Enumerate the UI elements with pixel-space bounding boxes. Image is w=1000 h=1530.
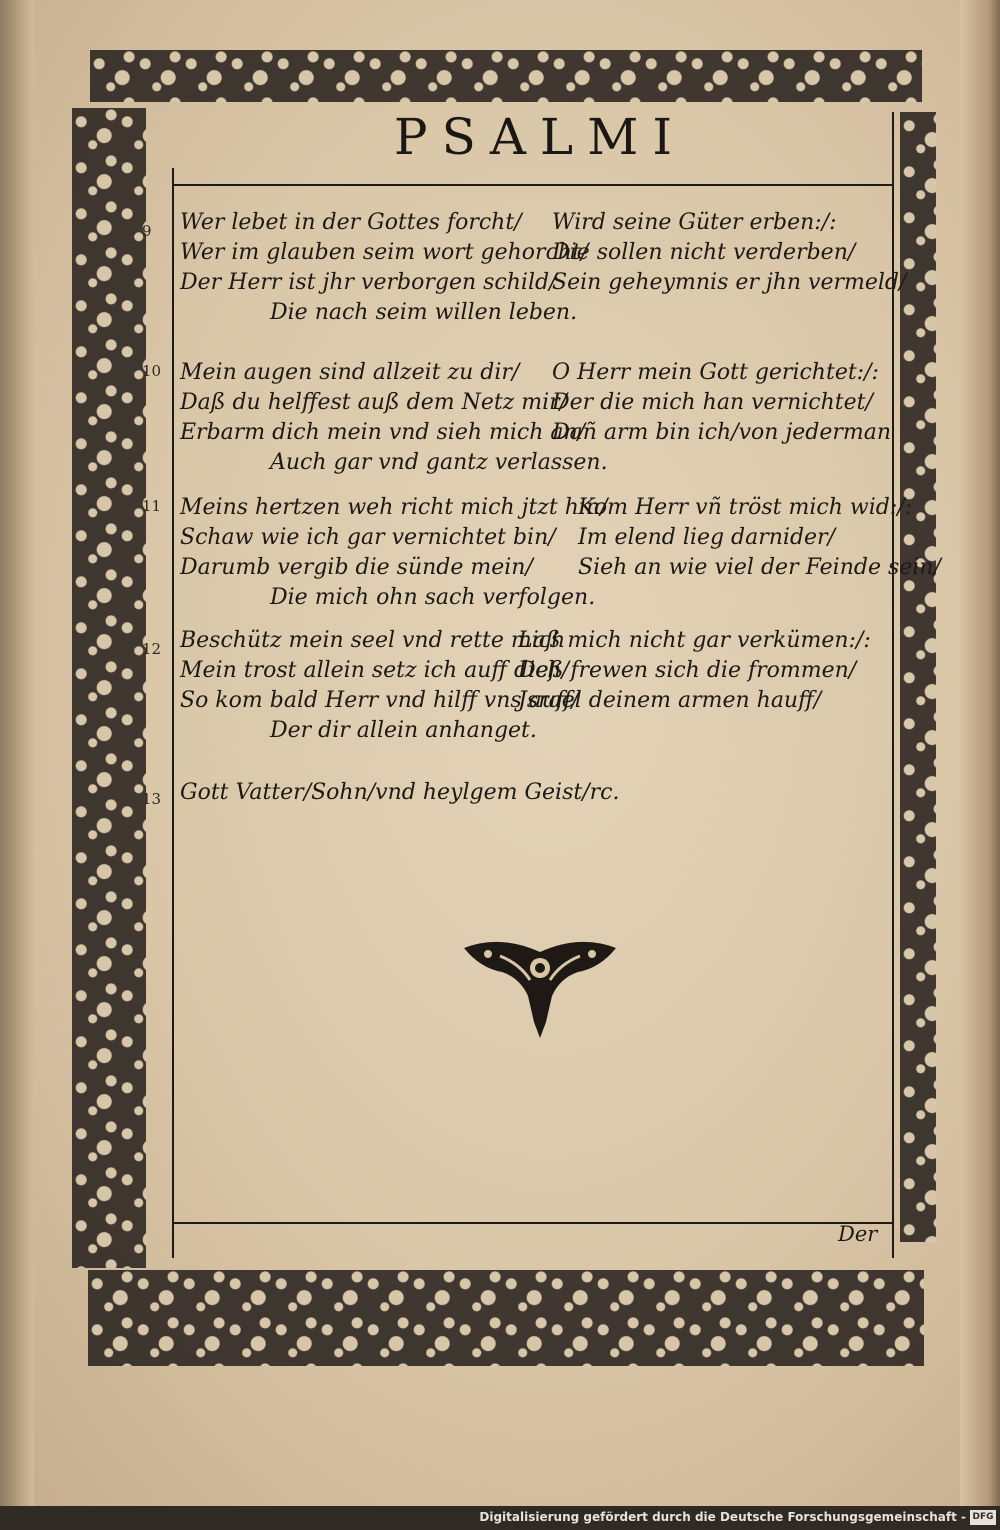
verse-number: 9 (142, 222, 152, 240)
verse-line (180, 450, 900, 480)
dfg-logo: DFG (970, 1510, 996, 1525)
printers-ornament-icon (460, 938, 620, 1038)
verse-line (180, 555, 941, 585)
verse-number: 12 (142, 640, 162, 658)
verse-text: Sieh an wie viel der Feinde sein/ (578, 555, 941, 580)
verse-block (180, 780, 900, 810)
verse-line (180, 270, 907, 300)
verse-text: Kom Herr vñ tröst mich wid:/: (578, 495, 913, 520)
verse-text: Schaw wie ich gar vernichtet bin/ (180, 525, 556, 550)
verse-text: Daß du helffest auß dem Netz mir/ (180, 390, 568, 415)
verse-text: Der die mich han vernichtet/ (552, 390, 873, 415)
frame-line-left (172, 168, 174, 1258)
verse-line (180, 780, 900, 810)
footer-bar (0, 1506, 1000, 1530)
verse-line (180, 718, 900, 748)
verse-line (180, 688, 900, 718)
frame-line-top (172, 184, 894, 186)
book-gutter (0, 0, 34, 1506)
verse-text: Die nach seim willen leben. (270, 300, 578, 325)
verse-line (180, 300, 900, 330)
verse-number: 10 (142, 362, 162, 380)
verse-text: Wer im glauben seim wort gehorcht/ (180, 240, 589, 265)
verse-text: Dañ arm bin ich/von jederman (552, 420, 892, 445)
bottom-woodcut-border (88, 1270, 924, 1366)
verse-text: Der Herr ist jhr verborgen schild/ (180, 270, 557, 295)
verse-text: Sein geheymnis er jhn vermeld/ (552, 270, 907, 295)
page-title: PSALMI (393, 108, 687, 166)
verse-line (180, 658, 900, 688)
verse-text: Erbarm dich mein vnd sieh mich an/ (180, 420, 586, 445)
verse-text: Beschütz mein seel vnd rette mich (180, 628, 566, 653)
verse-text: Mein trost allein setz ich auff dich/ (180, 658, 570, 683)
verse-text: So kom bald Herr vnd hilff vns auff/ (180, 688, 579, 713)
verse-text: Meins hertzen weh richt mich jtzt hin/ (180, 495, 608, 520)
verse-line (180, 628, 900, 658)
verse-text: Jsrael deinem armen hauff/ (518, 688, 822, 713)
verse-text: Die sollen nicht verderben/ (552, 240, 856, 265)
verse-text: Laß mich nicht gar verkümen:/: (518, 628, 871, 653)
verse-text: Im elend lieg darnider/ (578, 525, 835, 550)
verse-block (180, 628, 900, 748)
verse-line (180, 210, 900, 240)
verse-text: Darumb vergib die sünde mein/ (180, 555, 533, 580)
verse-text: Auch gar vnd gantz verlassen. (270, 450, 608, 475)
verse-text: O Herr mein Gott gerichtet:/: (552, 360, 879, 385)
frame-line-bottom (172, 1222, 892, 1224)
verse-number: 13 (142, 790, 162, 808)
verse-line (180, 390, 900, 420)
verse-text: Gott Vatter/Sohn/vnd heylgem Geist/rc. (180, 780, 620, 805)
verse-text: Wird seine Güter erben:/: (552, 210, 837, 235)
left-woodcut-border (72, 108, 146, 1268)
verse-line (180, 495, 913, 525)
catchword: Der (838, 1222, 878, 1246)
verse-block (180, 210, 907, 330)
verse-text: Deß frewen sich die frommen/ (518, 658, 857, 683)
verse-line (180, 360, 900, 390)
verse-line (180, 420, 900, 450)
verse-text: Der dir allein anhanget. (270, 718, 537, 743)
page-edge (960, 0, 1000, 1506)
verse-text: Die mich ohn sach verfolgen. (270, 585, 596, 610)
verse-block (180, 360, 900, 480)
verse-line (180, 240, 900, 270)
verse-block (180, 495, 941, 615)
verse-line (180, 525, 900, 555)
footer-credit: Digitalisierung gefördert durch die Deutsche Forschungsgemeinschaft - (479, 1510, 966, 1524)
verse-text: Wer lebet in der Gottes forcht/ (180, 210, 522, 235)
verse-line (180, 585, 900, 615)
verse-number: 11 (142, 497, 162, 515)
top-woodcut-border (90, 50, 922, 102)
verse-text: Mein augen sind allzeit zu dir/ (180, 360, 520, 385)
